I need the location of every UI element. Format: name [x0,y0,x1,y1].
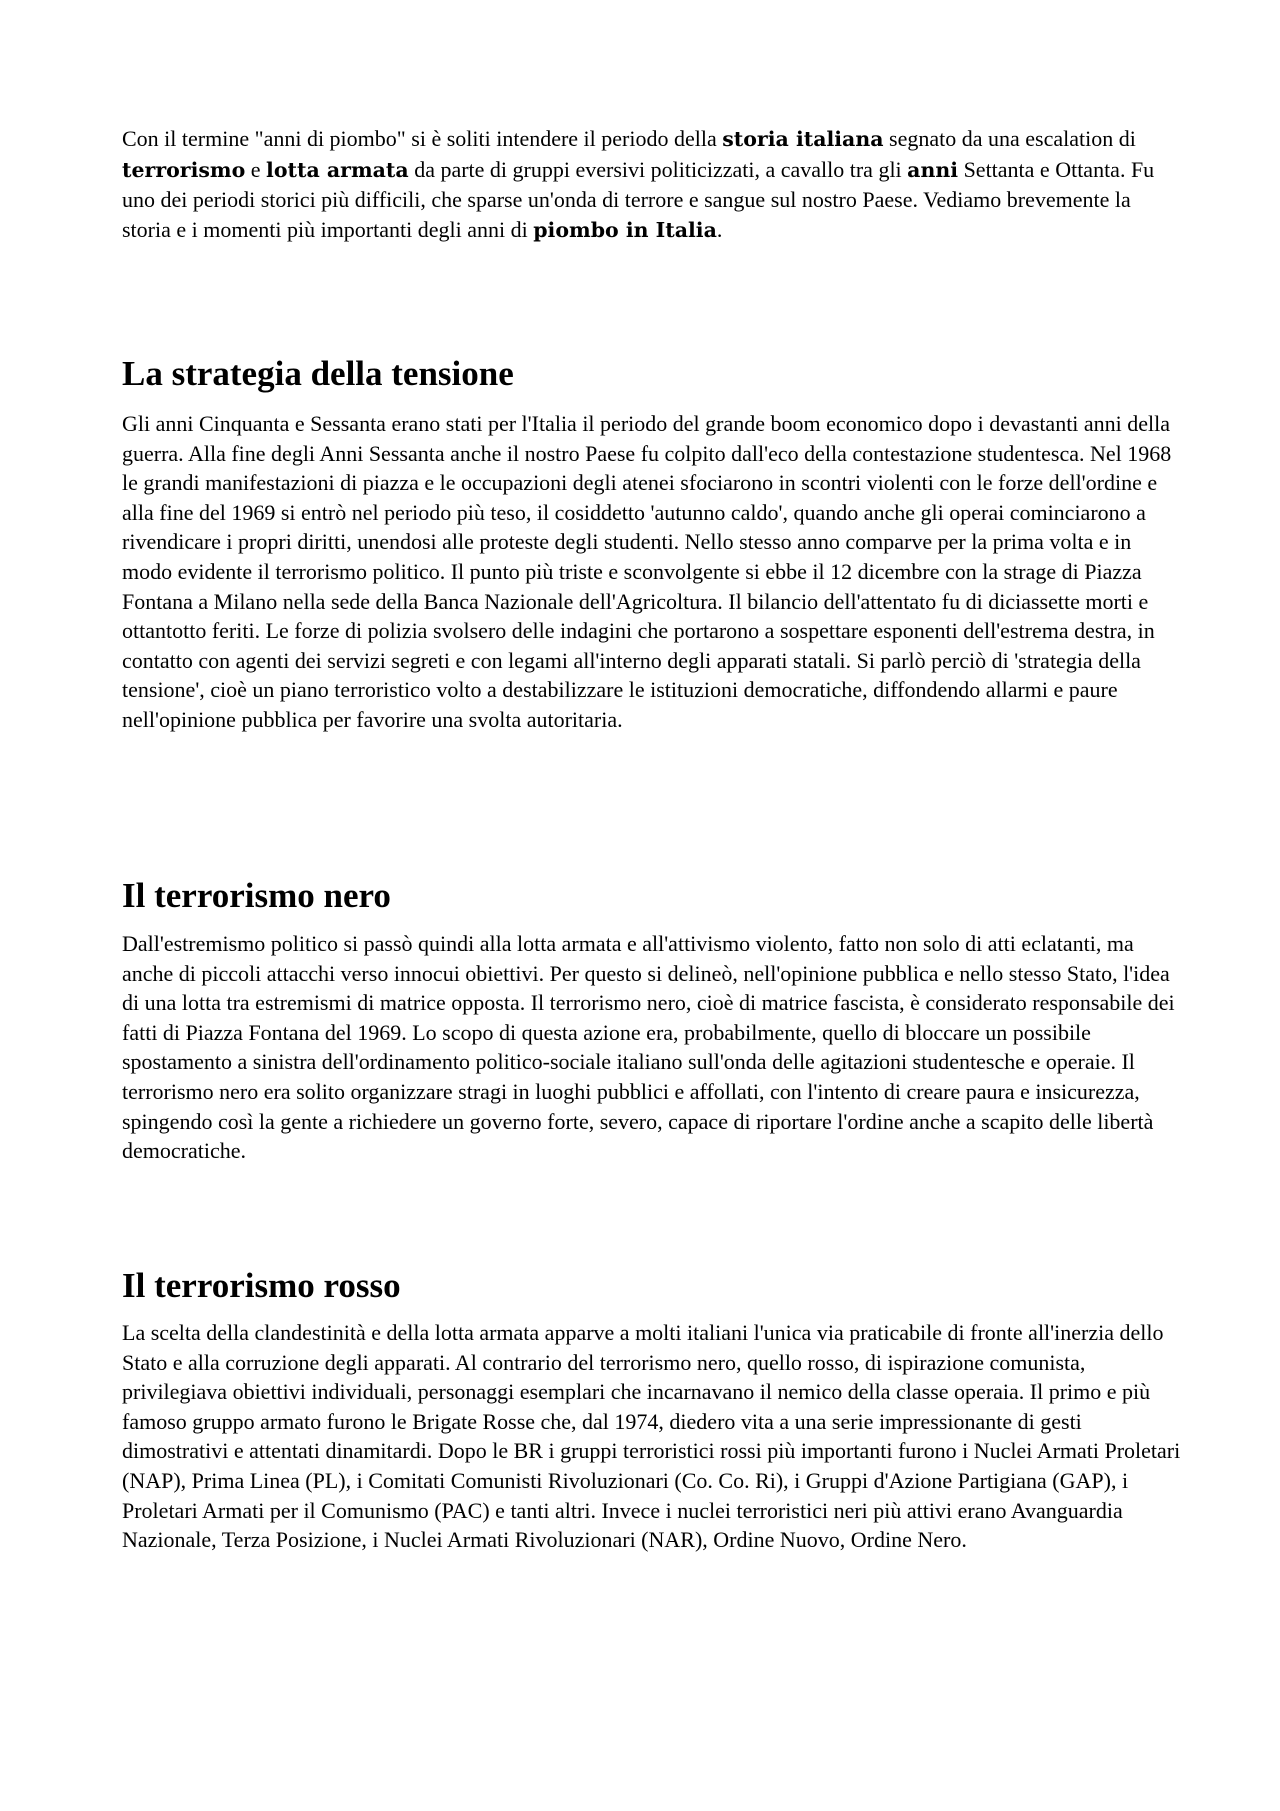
intro-text-4: da parte di gruppi eversivi politicizzati, a cavallo tra gli [408,156,908,182]
intro-paragraph [122,124,1182,245]
intro-bold-terrorismo: terrorismo [122,157,246,182]
intro-bold-anni: anni [907,157,959,182]
section-body-terrorismo-nero: Dall'estremismo politico si passò quindi alla lotta armata e all'attivismo violento, fatto non solo di atti eclatanti, ma anche di piccoli attacchi verso innocui obiettivi. Per questo si delineò, nell'opinione pubblica e nello stesso Stato, l'idea di una lotta tra estremismi di matrice opposta. Il terrorismo nero, cioè di matrice fascista, è considerato responsabile dei fatti di Piazza Fontana del 1969. Lo scopo di questa azione era, probabilmente, quello di bloccare un possibile spostamento a sinistra dell'ordinamento politico-sociale italiano sull'onda delle agitazioni studentesche e operaie. Il terrorismo nero era solito organizzare stragi in luoghi pubblici e affollati, con l'intento di creare paura e insicurezza, spingendo così la gente a richiedere un governo forte, severo, capace di riportare l'ordine anche a scapito delle libertà democratiche. [122,931,1175,1164]
intro-text-1: Con il termine "anni di piombo" si è soliti intendere il periodo della [122,126,723,151]
intro-text-6: . [716,216,723,242]
intro-text-5: Settanta e Ottanta. Fu uno dei periodi storici più difficili, che sparse un'onda di terrore e sangue sul nostro Paese. Vediamo brevemente la storia e i momenti più importanti degli anni di [122,156,1155,242]
intro-bold-piombo-in-italia: piombo in Italia [533,217,717,242]
section-heading-terrorismo-rosso: Il terrorismo rosso [122,1266,401,1305]
section-body-strategia: Gli anni Cinquanta e Sessanta erano stati per l'Italia il periodo del grande boom economico dopo i devastanti anni della guerra. Alla fine degli Anni Sessanta anche il nostro Paese fu colpito dall'eco della contestazione studentesca. Nel 1968 le grandi manifestazioni di piazza e le occupazioni degli atenei sfociarono in scontri violenti con le forze dell'ordine e alla fine del 1969 si entrò nel periodo più teso, il cosiddetto 'autunno caldo', quando anche gli operai cominciarono a rivendicare i propri diritti, unendosi alle proteste degli studenti. Nello stesso anno comparve per la prima volta e in modo evidente il terrorismo politico. Il punto più triste e sconvolgente si ebbe il 12 dicembre con la strage di Piazza Fontana a Milano nella sede della Banca Nazionale dell'Agricoltura. Il bilancio dell'attentato fu di diciassette morti e ottantotto feriti. Le forze di polizia svolsero delle indagini che portarono a sospettare esponenti dell'estrema destra, in contatto con agenti dei servizi segreti e con legami all'interno degli apparati statali. Si parlò perciò di 'strategia della tensione', cioè un piano terroristico volto a destabilizzare le istituzioni democratiche, diffondendo allarmi e paure nell'opinione pubblica per favorire una svolta autoritaria. [122,411,1172,732]
section-heading-terrorismo-nero: Il terrorismo nero [122,876,391,915]
intro-text-3: e [245,156,267,182]
intro-text-2: segnato da una escalation di [883,126,1136,151]
intro-bold-storia-italiana: storia italiana [722,127,884,151]
section-heading-strategia: La strategia della tensione [122,354,514,393]
section-body-terrorismo-rosso: La scelta della clandestinità e della lotta armata apparve a molti italiani l'unica via praticabile di fronte all'inerzia dello Stato e alla corruzione degli apparati. Al contrario del terrorismo nero, quello rosso, di ispirazione comunista, privilegiava obiettivi individuali, personaggi esemplari che incarnavano il nemico della classe operaia. Il primo e più famoso gruppo armato furono le Brigate Rosse che, dal 1974, diedero vita a una serie impressionante di gesti dimostrativi e attentati dinamitardi. Dopo le BR i gruppi terroristici rossi più importanti furono i Nuclei Armati Proletari (NAP), Prima Linea (PL), i Comitati Comunisti Rivoluzionari (Co. Co. Ri), i Gruppi d'Azione Partigiana (GAP), i Proletari Armati per il Comunismo (PAC) e tanti altri. Invece i nuclei terroristici neri più attivi erano Avanguardia Nazionale, Terza Posizione, i Nuclei Armati Rivoluzionari (NAR), Ordine Nuovo, Ordine Nero. [122,1320,1181,1553]
intro-bold-lotta-armata: lotta armata [266,157,409,182]
